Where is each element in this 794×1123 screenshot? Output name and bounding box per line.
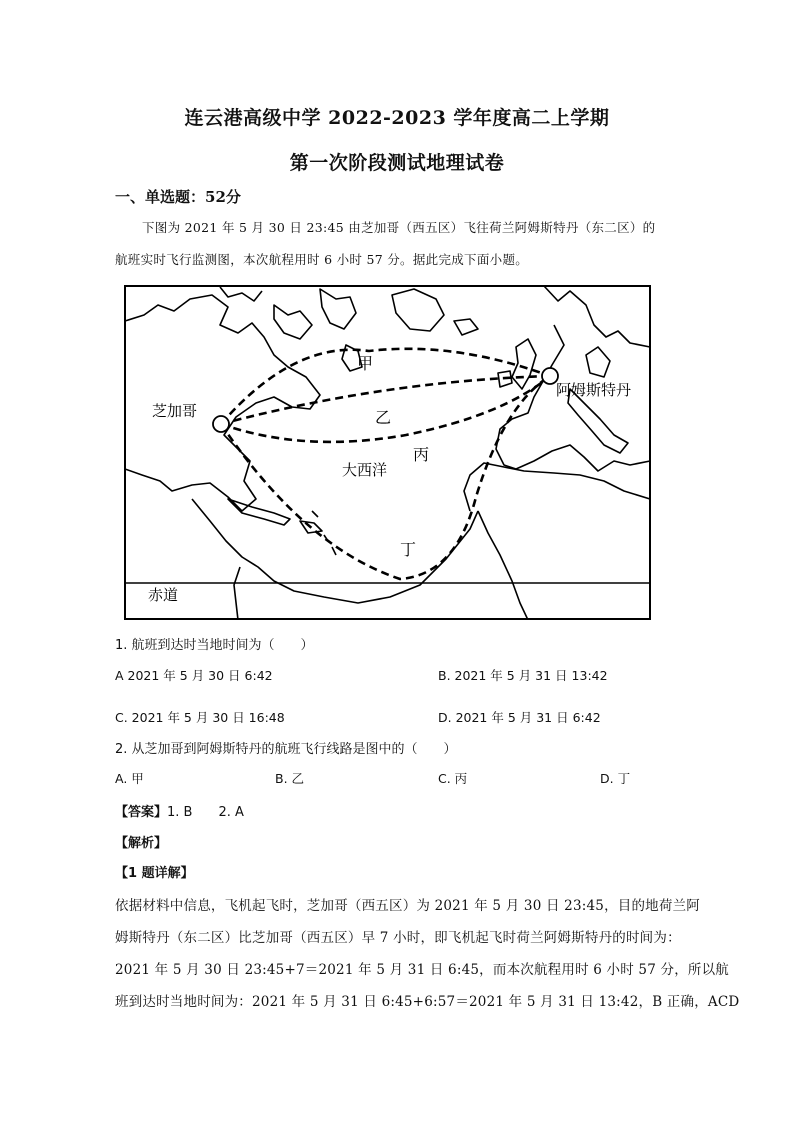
question-2-option-b: B. 乙 [275,771,305,786]
label-equator: 赤道 [148,586,179,604]
chicago-marker [213,416,229,432]
label-route-jia: 甲 [357,354,374,373]
question-2-option-d: D. 丁 [600,771,631,786]
flight-route-map [124,285,651,620]
question-1-option-a: A 2021 年 5 月 30 日 6:42 [115,668,273,683]
detail-line-1: 依据材料中信息，飞机起飞时，芝加哥（西五区）为 2021 年 5 月 30 日 23:45，目的地荷兰阿 [115,898,700,914]
detail-line-4: 班到达时当地时间为：2021 年 5 月 31 日 6:45+6:57＝2021 年 5 月 31 日 13:42，B 正确，ACD [115,994,740,1010]
question-2-option-c: C. 丙 [438,771,468,786]
question-2-option-a: A. 甲 [115,771,144,786]
exam-title-line1: 连云港高级中学 2022-2023 学年度高二上学期 [184,107,610,129]
label-route-bing: 丙 [413,445,430,464]
section-heading: 一、单选题：52分 [115,188,241,206]
detail-line-2: 姆斯特丹（东二区）比芝加哥（西五区）早 7 小时，即飞机起飞时荷兰阿姆斯特丹的时间为： [115,930,681,946]
question-1-stem: 1. 航班到达时当地时间为（ ） [115,638,314,653]
answer-label: 【答案】 [115,805,168,820]
detail-line-3: 2021 年 5 月 30 日 23:45+7＝2021 年 5 月 31 日 6:45，而本次航程用时 6 小时 57 分，所以航 [115,962,729,978]
intro-line-2: 航班实时飞行监测图，本次航程用时 6 小时 57 分。据此完成下面小题。 [115,252,529,267]
label-ocean: 大西洋 [342,461,388,479]
answer-text: 1. B 2. A [167,805,244,820]
question-1-option-c: C. 2021 年 5 月 30 日 16:48 [115,710,285,725]
detail-label: 【1 题详解】 [115,866,194,881]
answer-row [115,801,244,820]
intro-line-1: 下图为 2021 年 5 月 30 日 23:45 由芝加哥（西五区）飞往荷兰阿姆斯特丹（东二区）的 [142,220,656,235]
label-amsterdam: 阿姆斯特丹 [556,381,632,399]
label-route-ding: 丁 [400,540,417,559]
label-route-yi: 乙 [375,408,392,427]
question-2-stem: 2. 从芝加哥到阿姆斯特丹的航班飞行线路是图中的（ ） [115,742,457,757]
label-chicago: 芝加哥 [152,402,198,420]
question-1-option-d: D. 2021 年 5 月 31 日 6:42 [438,710,601,725]
analysis-label: 【解析】 [115,836,168,851]
question-1-option-b: B. 2021 年 5 月 31 日 13:42 [438,668,608,683]
map-frame [125,286,650,619]
exam-title-line2: 第一次阶段测试地理试卷 [289,152,505,174]
